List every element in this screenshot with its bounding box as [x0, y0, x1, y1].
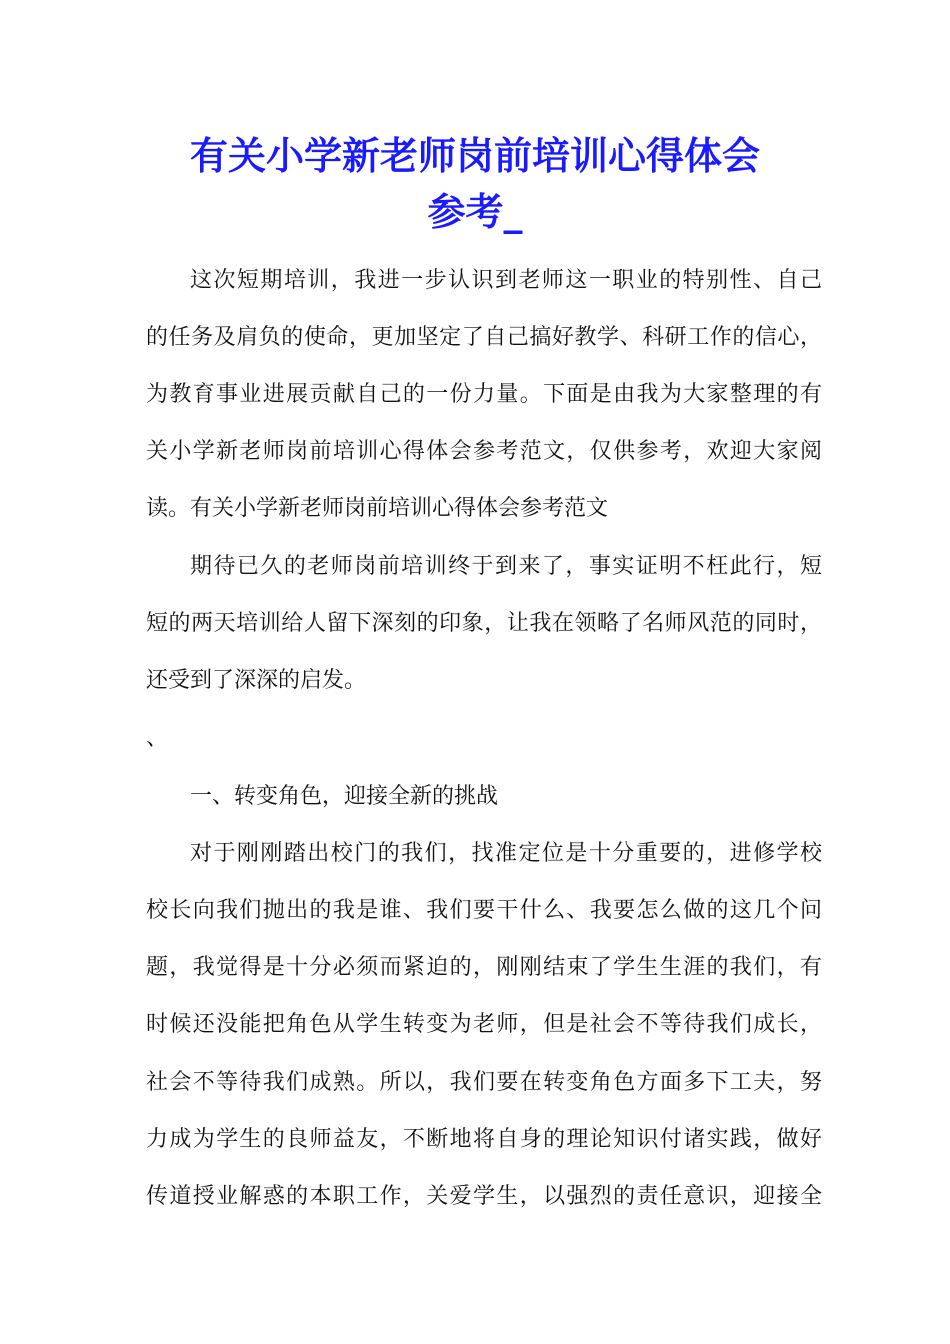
- paragraph-3-line: 题，我觉得是十分必须而紧迫的，刚刚结束了学生生涯的我们，有: [146, 955, 822, 980]
- paragraph-3-line: 传道授业解惑的本职工作，关爱学生，以强烈的责任意识，迎接全: [146, 1184, 822, 1209]
- paragraph-2-line: 还受到了深深的启发。: [146, 668, 367, 693]
- paragraph-3-line: 对于刚刚踏出校门的我们，找准定位是十分重要的，进修学校: [190, 841, 822, 866]
- paragraph-2-line: 短的两天培训给人留下深刻的印象，让我在领略了名师风范的同时，: [146, 611, 822, 636]
- paragraph-3-line: 力成为学生的良师益友，不断地将自身的理论知识付诸实践，做好: [146, 1127, 822, 1152]
- document-title-line-1: 有关小学新老师岗前培训心得体会: [189, 133, 760, 178]
- paragraph-3-line: 社会不等待我们成熟。所以，我们要在转变角色方面多下工夫，努: [146, 1070, 822, 1095]
- section-heading-1: 一、转变角色，迎接全新的挑战: [190, 784, 499, 809]
- paragraph-3-line: 时候还没能把角色从学生转变为老师，但是社会不等待我们成长，: [146, 1012, 822, 1037]
- paragraph-1-line: 的任务及肩负的使命，更加坚定了自己搞好教学、科研工作的信心，: [146, 325, 822, 350]
- paragraph-1-line: 关小学新老师岗前培训心得体会参考范文，仅供参考，欢迎大家阅: [146, 439, 822, 464]
- paragraph-2-line: 期待已久的老师岗前培训终于到来了，事实证明不枉此行，短: [190, 554, 822, 579]
- separator-mark: 、: [146, 726, 169, 751]
- paragraph-1-line: 为教育事业进展贡献自己的一份力量。下面是由我为大家整理的有: [146, 382, 822, 407]
- document-title-line-2: 参考_: [427, 189, 523, 234]
- paragraph-1-line: 这次短期培训，我进一步认识到老师这一职业的特别性、自己: [190, 268, 822, 293]
- paragraph-1-line: 读。有关小学新老师岗前培训心得体会参考范文: [146, 496, 609, 521]
- paragraph-3-line: 校长向我们抛出的我是谁、我们要干什么、我要怎么做的这几个问: [146, 898, 822, 923]
